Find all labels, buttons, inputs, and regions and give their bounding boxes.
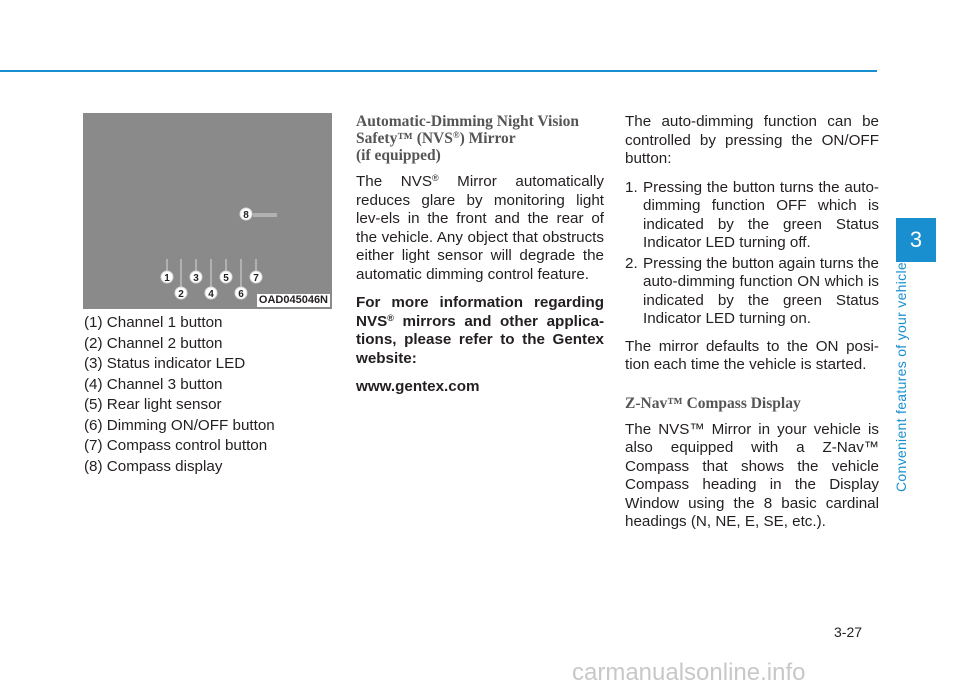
callout-2: 2 [178,289,184,300]
callout-5: 5 [223,273,229,284]
legend-item: (3) Status indicator LED [84,355,246,372]
mirror-illustration [83,113,332,309]
callout-4: 4 [208,289,214,300]
gentex-url[interactable]: www.gentex.com [356,378,480,395]
callout-6: 6 [238,289,244,300]
callout-7: 7 [253,273,259,284]
default-note: The mirror defaults to the ON posi-tion each time the vehicle is started. [625,337,879,373]
auto-dimming-section [625,113,879,542]
callout-diagram [83,113,332,309]
callout-3: 3 [193,273,199,284]
chapter-tab: 3 [896,218,936,262]
list-item [625,179,879,253]
step-text: Pressing the button again turns the auto-dimming function ON which is indicated by the green Status Indicator LED turning on. [643,254,879,327]
legend-item: (8) Compass display [84,457,223,475]
figure-legend [84,314,329,478]
section-heading-compass: Z-Nav™ Compass Display [625,394,801,412]
callout-8: 8 [243,210,249,221]
callout-1: 1 [164,273,170,284]
legend-item: (4) Channel 3 button [84,375,223,393]
legend-item: (6) Dimming ON/OFF button [84,416,275,434]
section-heading-nvs: Automatic-Dimming Night Vision Safety™ (NVS®) Mirror (if equipped) [356,113,580,164]
figure-code: OAD045046N [258,294,328,306]
nvs-mirror-section [356,113,604,407]
watermark: carmanualsonline.info [572,659,806,686]
auto-dimming-intro: The auto-dimming function can be controlled by pressing the ON/OFF button: [625,113,879,167]
step-number: 2. [625,254,638,272]
nvs-description: The NVS® Mirror automatically reduces glare by monitoring light lev-els in the front and the rear of the vehicle. Any object that obstructs either light sensor will degrade the automatic dimming control feature. [356,173,605,283]
legend-item: (2) Channel 2 button [84,334,223,352]
page-number: 3-27 [834,624,863,640]
legend-item: (5) Rear light sensor [84,396,222,413]
header-rule [0,70,877,72]
gentex-info: For more information regarding NVS® mirrors and other applica-tions, please refer to the Gentex website: [356,294,604,367]
step-text: Pressing the button turns the auto-dimming function OFF which is indicated by the green Status Indicator LED turning off. [643,178,879,251]
list-item [625,255,879,329]
legend-item: (1) Channel 1 button [84,314,223,331]
step-number: 1. [625,178,638,196]
compass-description: The NVS™ Mirror in your vehicle is also equipped with a Z-Nav™ Compass that shows the vehicle Compass heading in the Display Window using the 8 basic cardinal headings (N, NE, E, SE, etc.). [625,420,879,530]
legend-item: (7) Compass control button [84,437,268,454]
chapter-title: Convenient features of your vehicle [893,262,909,492]
